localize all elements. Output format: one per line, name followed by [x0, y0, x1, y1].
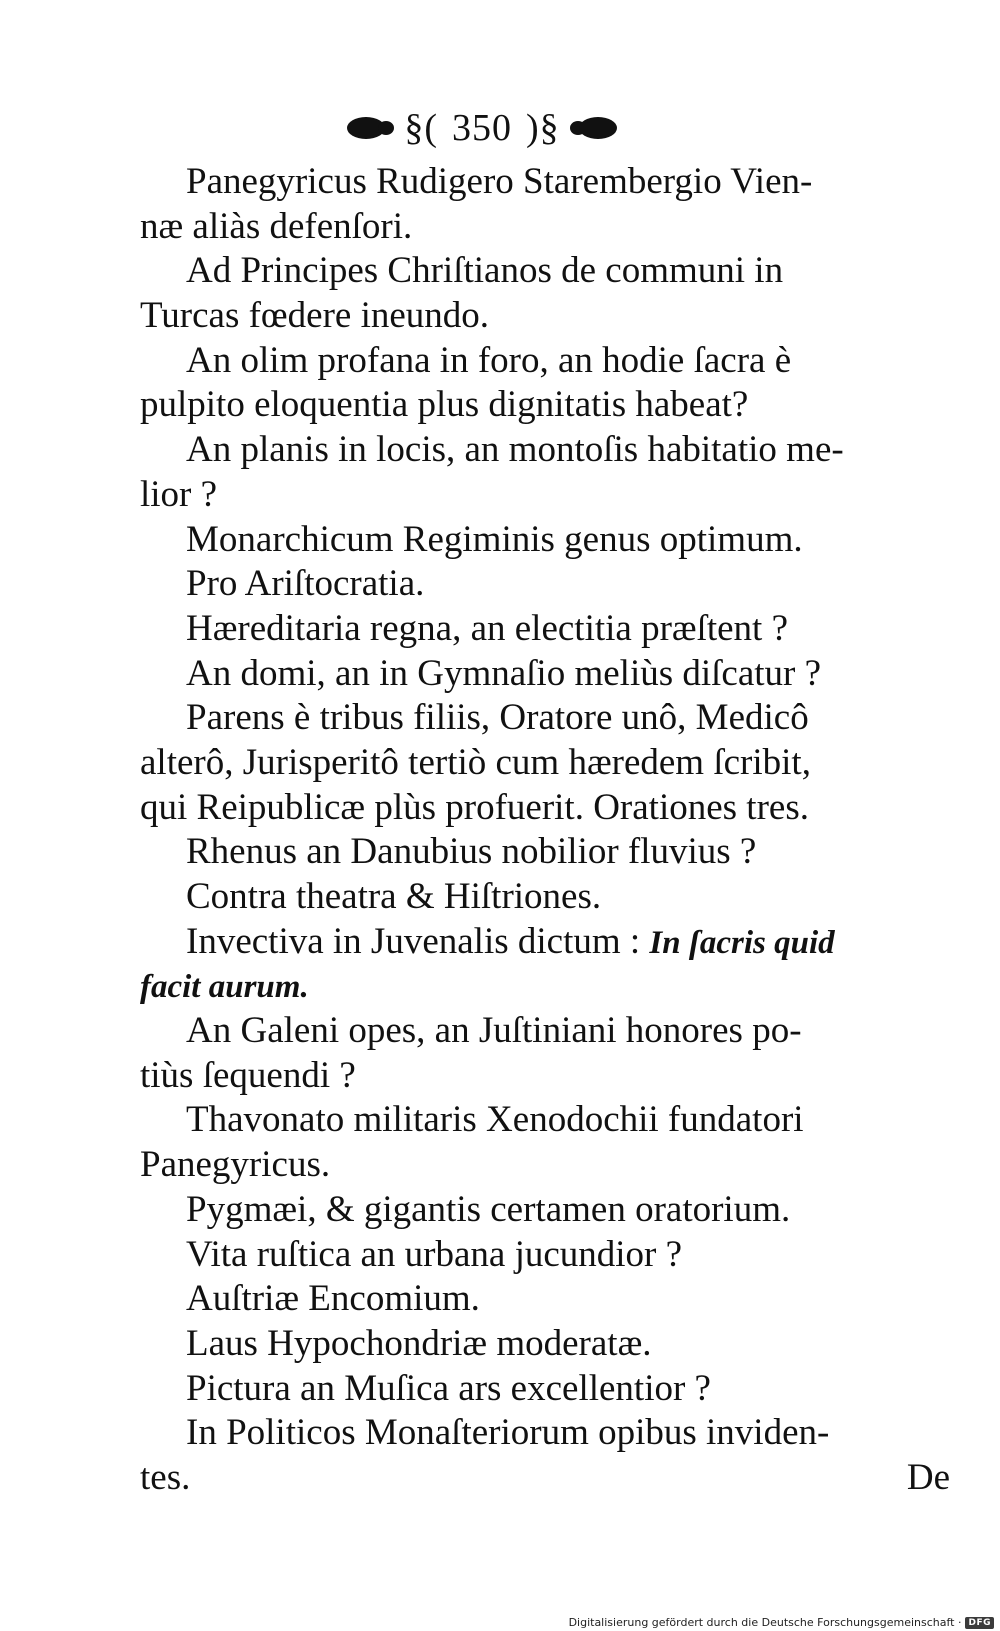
text-line: qui Reipublicæ plùs profuerit. Orationes tres.: [140, 786, 809, 828]
text-line: Thavonato militaris Xenodochii fundatori: [186, 1099, 804, 1141]
text-line: [140, 964, 950, 1009]
text-line: Pro Ariſtocratia.: [186, 563, 425, 605]
text-line: Auſtriæ Encomium.: [186, 1278, 480, 1320]
text-line: næ aliàs defenſori.: [140, 205, 413, 247]
text-line: An Galeni opes, an Juſtiniani honores po-: [186, 1010, 802, 1052]
catchword: De: [906, 1456, 950, 1498]
text-line: Pygmæi, & gigantis certamen oratorium.: [186, 1188, 791, 1230]
text-line: An domi, an in Gymnaſio meliùs diſcatur ?: [186, 652, 822, 694]
text-line: tiùs ſequendi ?: [140, 1054, 356, 1096]
text-line: Ad Principes Chriſtianos de communi in: [186, 250, 784, 292]
text-line: An olim profana in foro, an hodie ſacra è: [186, 339, 792, 381]
text-line: Rhenus an Danubius nobilior fluvius ?: [186, 831, 757, 873]
ornament-right-icon: [570, 115, 618, 141]
text-line: [140, 920, 950, 965]
text-line-italic: facit aurum.: [140, 969, 309, 1006]
text-line: pulpito eloquentia plus dignitatis habeat?: [140, 384, 749, 426]
text-line: lior ?: [140, 473, 218, 515]
text-line: alterô, Jurisperitô tertiò cum hæredem ſcribit,: [140, 741, 811, 783]
text-line: Monarchicum Regiminis genus optimum.: [186, 518, 803, 560]
text-line-roman: Invectiva in Juvenalis dictum :: [186, 920, 641, 962]
text-line: Laus Hypochondriæ moderatæ.: [186, 1322, 652, 1364]
text-line: Vita ruſtica an urbana jucundior ?: [186, 1233, 683, 1275]
ornament-left-icon: [346, 115, 394, 141]
text-line: Panegyricus Rudigero Starembergio Vien-: [186, 161, 813, 202]
digitization-footer: [569, 1616, 994, 1629]
header-open-bracket: §(: [404, 107, 438, 149]
header-inner: [346, 106, 617, 150]
dfg-logo: DFG: [965, 1617, 994, 1629]
text-line-italic: In ſacris quid: [649, 924, 835, 961]
text-line: Hæreditaria regna, an electitia præſtent ?: [186, 607, 789, 649]
text-line: In Politicos Monaſteriorum opibus inviden-: [186, 1412, 830, 1454]
header-close-bracket: )§: [526, 107, 560, 149]
text-line-last: [140, 1456, 950, 1501]
page-header: [0, 98, 1000, 158]
text-line: Parens è tribus filiis, Oratore unô, Medicô: [186, 697, 809, 739]
text-block: [140, 160, 950, 1501]
text-line: Panegyricus.: [140, 1144, 331, 1186]
text-line: Contra theatra & Hiſtriones.: [186, 876, 602, 917]
text-line: An planis in locis, an montoſis habitatio me-: [186, 429, 844, 471]
text-line: Turcas fœdere ineundo.: [140, 295, 490, 337]
page-number: 350: [452, 107, 512, 149]
text-line-end: tes.: [140, 1456, 191, 1498]
footer-text: Digitalisierung gefördert durch die Deutsche Forschungsgemeinschaft ·: [568, 1616, 962, 1629]
text-line: Pictura an Muſica ars excellentior ?: [186, 1367, 711, 1409]
